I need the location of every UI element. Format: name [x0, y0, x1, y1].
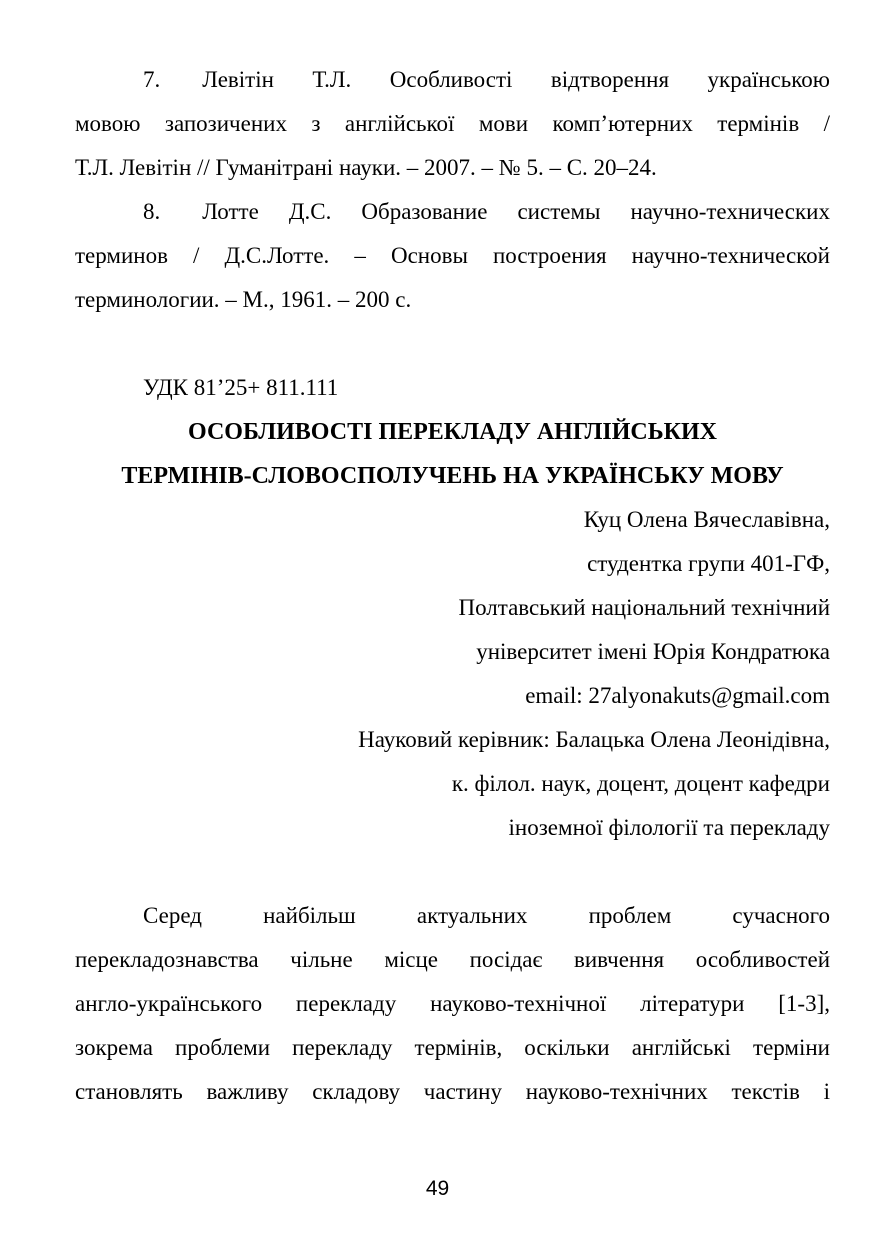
reference-line: Т.Л. Левітін // Гуманітрані науки. – 2007. – № 5. – С. 20–24.	[75, 155, 657, 180]
reference-line: терминологии. – М., 1961. – 200 с.	[75, 287, 412, 312]
author-name-line: Куц Олена Вячеславівна,	[583, 507, 830, 532]
body-line: зокрема проблеми перекладу термінів, оскільки англійські терміни	[75, 1035, 830, 1060]
reference-line	[75, 190, 830, 234]
reference-line: мовою запозичених з англійської мови комп’ютерних термінів /	[75, 111, 830, 136]
supervisor-line: Науковий керівник: Балацька Олена Леонідівна,	[358, 727, 830, 752]
body-line: перекладознавства чільне місце посідає вивчення особливостей	[75, 947, 830, 972]
reference-text: Лотте Д.С. Образование системы научно-технических	[202, 199, 830, 224]
blank-line	[75, 850, 830, 894]
author-block	[75, 498, 830, 850]
reference-number: 7.	[143, 67, 161, 92]
article-title	[75, 410, 830, 498]
reference-number: 8.	[143, 199, 161, 224]
reference-item-7	[75, 58, 830, 190]
page-number: 49	[425, 1177, 450, 1200]
author-email-line: email: 27alyonakuts@gmail.com	[525, 683, 830, 708]
supervisor-degree-line: к. філол. наук, доцент, доцент кафедри	[451, 771, 830, 796]
body-line: становлять важливу складову частину науково-технічних текстів і	[75, 1079, 830, 1104]
supervisor-department-line: іноземної філології та перекладу	[508, 815, 830, 840]
article-title-line: ОСОБЛИВОСТІ ПЕРЕКЛАДУ АНГЛІЙСЬКИХ	[188, 419, 717, 445]
reference-line	[75, 58, 830, 102]
reference-line: терминов / Д.С.Лотте. – Основы построения научно-технической	[75, 243, 830, 268]
author-group-line: студентка групи 401-ГФ,	[587, 551, 830, 576]
body-line: англо-українського перекладу науково-технічної літератури [1-3],	[75, 991, 830, 1016]
udk-line: УДК 81’25+ 811.111	[143, 375, 339, 400]
body-paragraph	[75, 894, 830, 1114]
body-line: Серед найбільш актуальних проблем сучасного	[143, 903, 830, 928]
blank-line	[75, 322, 830, 366]
reference-text: Левітін Т.Л. Особливості відтворення українською	[202, 67, 830, 92]
reference-item-8	[75, 190, 830, 322]
affiliation-line: університет імені Юрія Кондратюка	[476, 639, 830, 664]
article-title-line: ТЕРМІНІВ-СЛОВОСПОЛУЧЕНЬ НА УКРАЇНСЬКУ МОВУ	[121, 463, 784, 489]
affiliation-line: Полтавський національний технічний	[458, 595, 830, 620]
